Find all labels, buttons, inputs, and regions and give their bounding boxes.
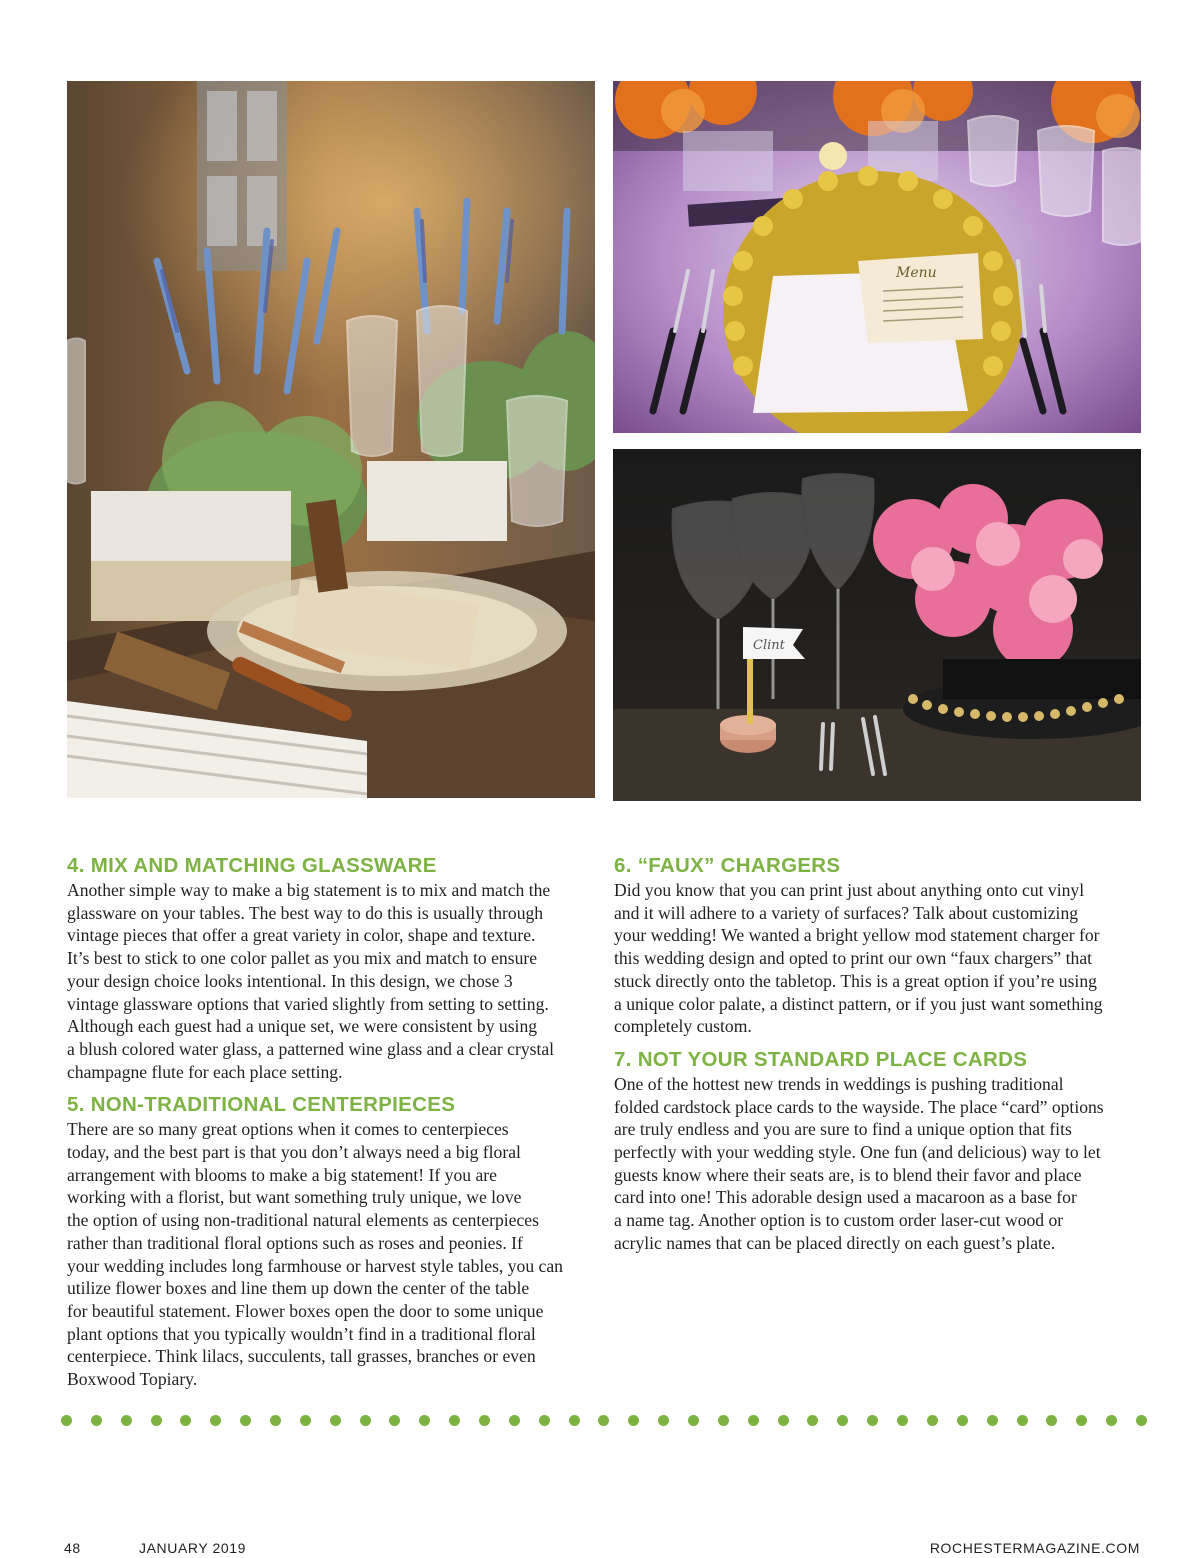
dotted-divider [61, 1413, 1147, 1427]
divider-dot [1136, 1415, 1147, 1426]
divider-dot [837, 1415, 848, 1426]
section-body: There are so many great options when it comes to centerpieces today, and the best part is that you don’t always need a big floral arrangement with blooms to make a big statement! If you are working with a florist, but want something truly unique, we love the option of using non-traditional natural elements as centerpieces rather than traditional floral options such as roses and peonies. If your wedding includes long farmhouse or harvest style tables, you can utilize flower boxes and line them up down the center of the table for beautiful statement. Flower boxes open the door to some unique plant options that you typically wouldn’t find in a traditional floral centerpiece. Think lilacs, succulents, tall grasses, branches or even Boxwood Topiary. [67, 1119, 563, 1390]
section-heading: 4. MIX AND MATCHING GLASSWARE [67, 854, 437, 877]
divider-dot [927, 1415, 938, 1426]
section-body: One of the hottest new trends in weddings is pushing traditional folded cardstock place cards to the wayside. The place “card” options are truly endless and you are sure to find a unique option that fits perfectly with your wedding style. One fun (and delicious) way to let guests know where their seats are, is to blend their favor and place card into one! This adorable design used a macaroon as a base for a name tag. Another option is to custom order laser-cut wood or acrylic names that can be placed directly on each guest’s plate. [614, 1073, 1104, 1253]
divider-dot [778, 1415, 789, 1426]
flag-name: Clint [753, 638, 785, 653]
divider-dot [151, 1415, 162, 1426]
section-heading: 6. “FAUX” CHARGERS [614, 854, 841, 877]
divider-dot [867, 1415, 878, 1426]
lavender-centerpiece-photo [67, 81, 595, 798]
divider-dot [449, 1415, 460, 1426]
divider-dot [1106, 1415, 1117, 1426]
menu-card-title: Menu [896, 265, 937, 281]
macaron-place-card-photo [613, 449, 1141, 801]
divider-dot [61, 1415, 72, 1426]
divider-dot [957, 1415, 968, 1426]
divider-dot [180, 1415, 191, 1426]
section-body: Did you know that you can print just about anything onto cut vinyl and it will adhere to a variety of surfaces? Talk about customizing your wedding! We wanted a bright yellow mod statement charger for this wedding design and opted to print our own “faux chargers” that stuck directly onto the tabletop. This is a great option if you’re using a unique color palate, a distinct pattern, or if you just want something completely custom. [614, 880, 1103, 1037]
divider-dot [1017, 1415, 1028, 1426]
section-heading: 7. NOT YOUR STANDARD PLACE CARDS [614, 1047, 1028, 1071]
divider-dot [658, 1415, 669, 1426]
divider-dot [748, 1415, 759, 1426]
section-body: Another simple way to make a big statement is to mix and match the glassware on your tables. The best way to do this is usually through vintage pieces that offer a great variety in color, shape and texture. It’s best to stick to one color pallet as you mix and match to ensure your design choice looks intentional. In this design, we chose 3 vintage glassware options that varied slightly from setting to setting. Although each guest had a unique set, we were consistent by using a blush colored water glass, a patterned wine glass and a clear crystal champagne flute for each place setting. [67, 880, 555, 1082]
divider-dot [539, 1415, 550, 1426]
divider-dot [330, 1415, 341, 1426]
section-non-traditional-centerpieces [67, 1091, 595, 1390]
section-place-cards [614, 1046, 1141, 1255]
divider-dot [987, 1415, 998, 1426]
divider-dot [1076, 1415, 1087, 1426]
divider-dot [240, 1415, 251, 1426]
divider-dot [688, 1415, 699, 1426]
section-heading: 5. NON-TRADITIONAL CENTERPIECES [67, 1093, 456, 1117]
section-mix-match-glassware [67, 852, 595, 1083]
divider-dot [389, 1415, 400, 1426]
divider-dot [1046, 1415, 1057, 1426]
divider-dot [718, 1415, 729, 1426]
divider-dot [419, 1415, 430, 1426]
left-column [67, 852, 595, 1399]
divider-dot [270, 1415, 281, 1426]
page-number: 48 [64, 1540, 81, 1556]
divider-dot [121, 1415, 132, 1426]
divider-dot [807, 1415, 818, 1426]
divider-dot [598, 1415, 609, 1426]
divider-dot [479, 1415, 490, 1426]
divider-dot [509, 1415, 520, 1426]
divider-dot [210, 1415, 221, 1426]
divider-dot [628, 1415, 639, 1426]
section-faux-chargers [614, 852, 1141, 1038]
divider-dot [897, 1415, 908, 1426]
right-column [614, 852, 1141, 1263]
divider-dot [91, 1415, 102, 1426]
divider-dot [569, 1415, 580, 1426]
divider-dot [360, 1415, 371, 1426]
magazine-website: ROCHESTERMAGAZINE.COM [929, 1540, 1140, 1556]
faux-charger-photo [613, 81, 1141, 433]
divider-dot [300, 1415, 311, 1426]
issue-date: JANUARY 2019 [139, 1540, 247, 1556]
